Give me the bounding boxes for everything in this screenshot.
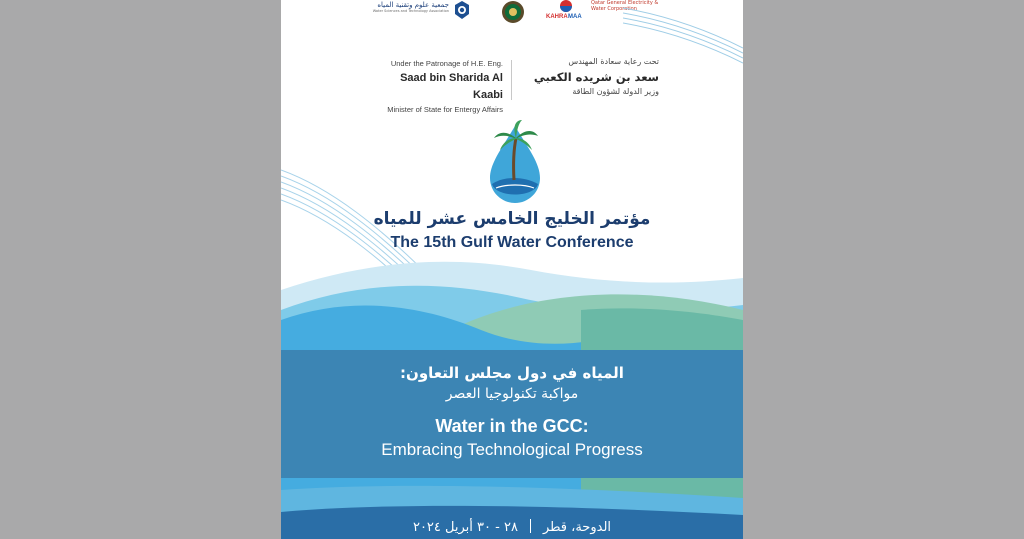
- event-location: الدوحة، قطر: [542, 520, 612, 535]
- theme-title-en: Water in the GCC:: [435, 416, 589, 436]
- patronage-line-en: Under the Patronage of H.E. Eng.: [390, 59, 503, 68]
- svg-text:KAHRA: KAHRA: [546, 14, 568, 20]
- gcc-emblem-icon: [500, 0, 526, 26]
- association-name-ar: جمعية علوم وتقنية المياه: [377, 1, 449, 9]
- patronage-line-ar: تحت رعاية سعادة المهندس: [568, 57, 659, 66]
- patronage-arabic: [519, 56, 659, 98]
- theme-title-ar: المياه في دول مجلس التعاون:: [400, 364, 624, 382]
- kahramaa-logo-icon: [546, 0, 586, 22]
- svg-text:MAA: MAA: [568, 14, 582, 20]
- patron-title-ar: وزير الدولة لشؤون الطاقة: [572, 87, 659, 96]
- theme-subtitle-en: Embracing Technological Progress: [381, 440, 643, 459]
- event-date-location: [281, 518, 743, 538]
- patron-name-en: Saad bin Sharida Al Kaabi: [400, 72, 503, 101]
- poster: [281, 0, 743, 539]
- patronage-english: [371, 58, 503, 116]
- patron-name-ar: سعد بن شريده الكعبي: [533, 70, 659, 84]
- sponsor-logos: [281, 0, 743, 30]
- conference-title-ar: مؤتمر الخليج الخامس عشر للمياه: [373, 209, 651, 229]
- conference-title-en: The 15th Gulf Water Conference: [390, 234, 634, 251]
- association-name: [371, 1, 449, 14]
- kahramaa-name: Qatar General Electricity & Water Corporation: [591, 0, 659, 12]
- association-logo-icon: [453, 0, 471, 20]
- patronage-divider: [511, 60, 512, 100]
- footer-divider: [530, 519, 531, 533]
- event-dates: ٢٨ - ٣٠ أبريل ٢٠٢٤: [412, 520, 518, 535]
- patron-title-en: Minister of State for Entergy Affairs: [387, 105, 503, 114]
- association-name-en: Water Sciences and Technology Association: [372, 9, 449, 13]
- conference-emblem-icon: [484, 118, 546, 208]
- theme-subtitle-ar: مواكبة تكنولوجيا العصر: [445, 386, 579, 402]
